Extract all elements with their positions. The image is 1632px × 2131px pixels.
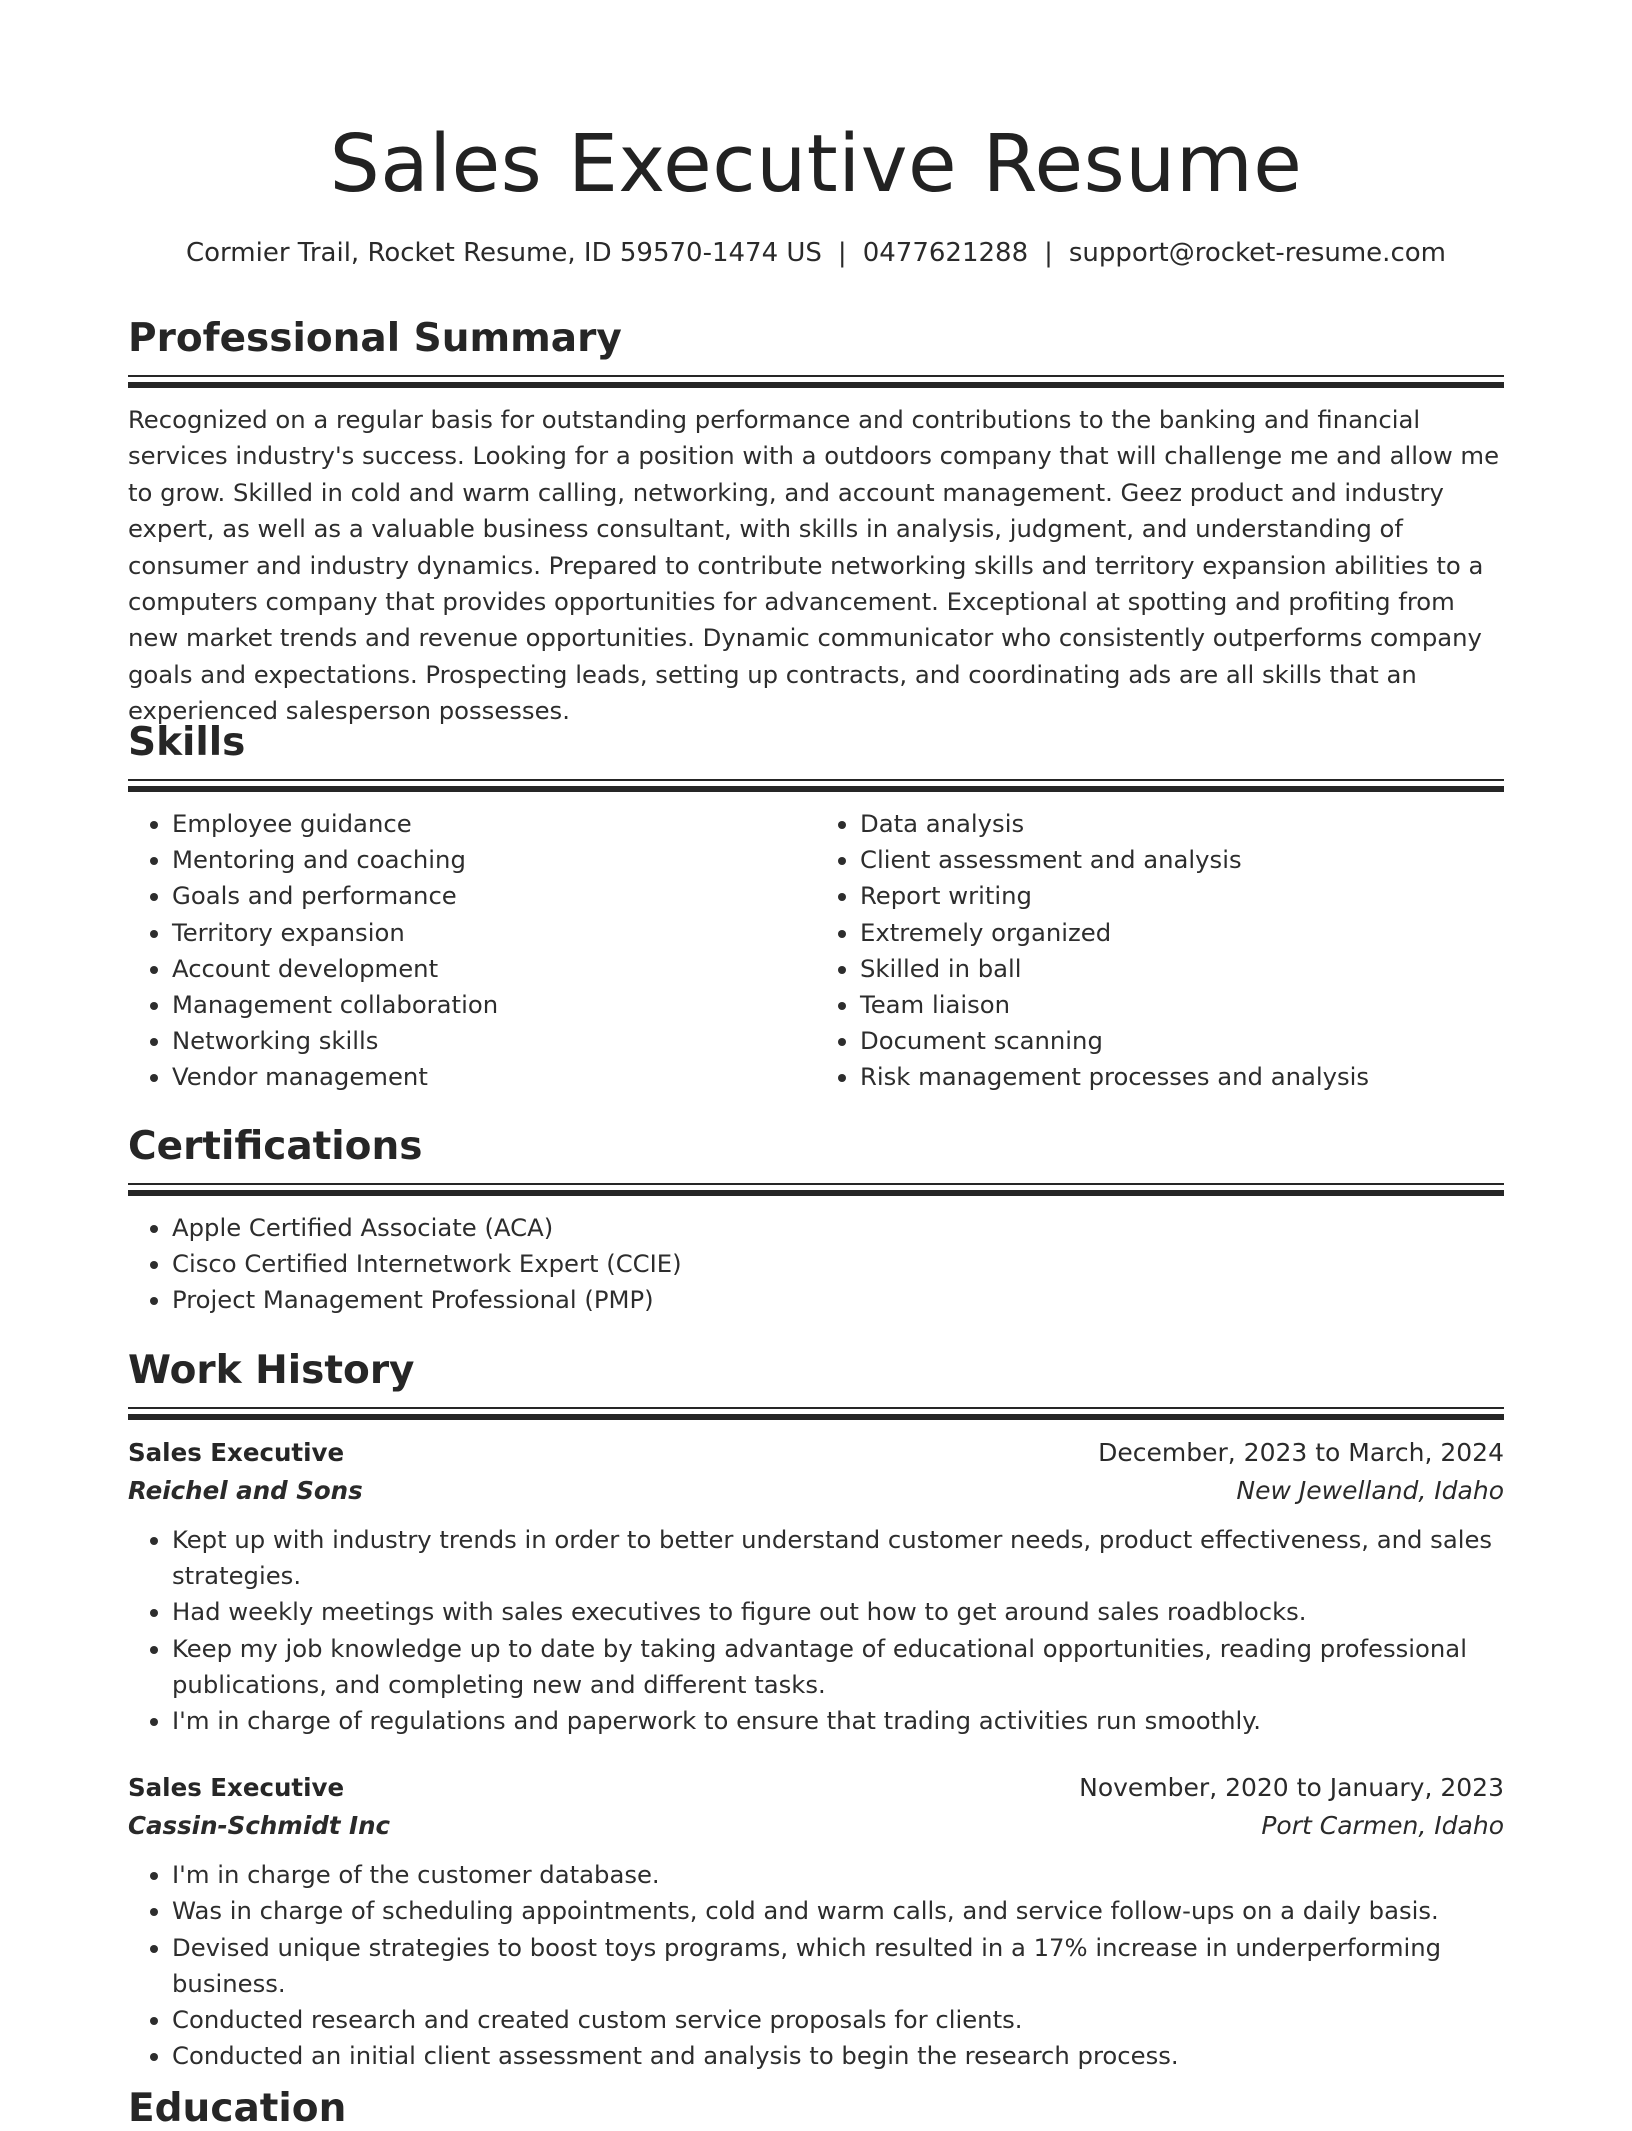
- job-company-row: [128, 1807, 1504, 1845]
- job-company-row: [128, 1472, 1504, 1510]
- contact-separator: |: [1044, 238, 1053, 268]
- work-history-section: [128, 1350, 1504, 2074]
- job-bullet: • Conducted an initial client assessment and analysis to begin the research process.: [172, 2038, 1504, 2074]
- skill-item: • Extremely organized: [860, 915, 1504, 951]
- job-bullet: • I'm in charge of the customer database.: [172, 1857, 1504, 1893]
- job-header-row: [128, 1434, 1504, 1472]
- section-heading-education: Education: [128, 2086, 347, 2131]
- section-divider: [128, 779, 1504, 781]
- job-title: Sales Executive: [128, 1773, 345, 1803]
- skills-columns: [128, 792, 1504, 1096]
- job-bullets: [128, 1522, 1504, 1739]
- skills-list-right: [816, 806, 1504, 1096]
- section-divider: [128, 375, 1504, 377]
- skill-item: • Networking skills: [172, 1023, 816, 1059]
- skill-item: • Team liaison: [860, 987, 1504, 1023]
- skill-item: • Mentoring and coaching: [172, 842, 816, 878]
- job-bullet: • Devised unique strategies to boost toys programs, which resulted in a 17% increase in underperforming business.: [172, 1930, 1504, 2002]
- education-section: [128, 2088, 1504, 2131]
- summary-section: [128, 318, 1504, 730]
- skill-item: • Report writing: [860, 878, 1504, 914]
- section-divider: [128, 1190, 1504, 1196]
- job-header-row: [128, 1769, 1504, 1807]
- contact-separator: |: [837, 238, 847, 268]
- job-bullet: • Was in charge of scheduling appointments, cold and warm calls, and service follow-ups on a daily basis.: [172, 1893, 1504, 1929]
- job-bullet: • Had weekly meetings with sales executives to figure out how to get around sales roadblocks.: [172, 1594, 1504, 1630]
- skills-list-left: [128, 806, 816, 1096]
- job-bullets: [128, 1857, 1504, 2074]
- resume-title: Sales Executive Resume: [329, 118, 1303, 210]
- section-divider: [128, 382, 1504, 388]
- skill-item: • Employee guidance: [172, 806, 816, 842]
- summary-text: Recognized on a regular basis for outstanding performance and contributions to the banking and financial services industry's success. Looking for a position with a outdoors company that will challenge me and allow me to grow. Skilled in cold and warm calling, networking, and account management. Geez product and industry expert, as well as a valuable business consultant, with skills in analysis, judgment, and understanding of consumer and industry dynamics. Prepared to contribute networking skills and territory expansion abilities to a computers company that provides opportunities for advancement. Exceptional at spotting and profiting from new market trends and revenue opportunities. Dynamic communicator who consistently outperforms company goals and expectations. Prospecting leads, setting up contracts, and coordinating ads are all skills that an experienced salesperson possesses.: [128, 404, 1500, 726]
- section-heading-summary: Professional Summary: [128, 316, 622, 361]
- section-divider: [128, 1414, 1504, 1420]
- skill-item: • Document scanning: [860, 1023, 1504, 1059]
- job-location: New Jewelland, Idaho: [1236, 1475, 1504, 1505]
- certifications-list: [128, 1210, 1504, 1319]
- skill-item: • Skilled in ball: [860, 951, 1504, 987]
- job-dates: December, 2023 to March, 2024: [1098, 1437, 1504, 1467]
- section-heading-skills: Skills: [128, 720, 246, 765]
- certification-item: • Project Management Professional (PMP): [172, 1282, 1504, 1318]
- section-divider: [128, 1407, 1504, 1409]
- job-bullet: • Kept up with industry trends in order to better understand customer needs, product effectiveness, and sales strategies.: [172, 1522, 1504, 1594]
- job-entry: [128, 1769, 1504, 2074]
- contact-line: [128, 238, 1504, 268]
- job-entry: [128, 1434, 1504, 1739]
- skill-item: • Goals and performance: [172, 878, 816, 914]
- job-dates: November, 2020 to January, 2023: [1079, 1773, 1504, 1803]
- skill-item: • Account development: [172, 951, 816, 987]
- skill-item: • Data analysis: [860, 806, 1504, 842]
- job-title: Sales Executive: [128, 1437, 345, 1467]
- section-heading-certifications: Certifications: [128, 1124, 423, 1169]
- skill-item: • Risk management processes and analysis: [860, 1059, 1504, 1095]
- skills-section: [128, 722, 1504, 1096]
- certification-item: • Cisco Certified Internetwork Expert (CCIE): [172, 1246, 1504, 1282]
- job-bullet: • Keep my job knowledge up to date by taking advantage of educational opportunities, reading professional publications, and completing new and different tasks.: [172, 1631, 1504, 1703]
- skill-item: • Management collaboration: [172, 987, 816, 1023]
- contact-email: support@rocket-resume.com: [1068, 238, 1446, 268]
- skill-item: • Territory expansion: [172, 915, 816, 951]
- job-bullet: • Conducted research and created custom service proposals for clients.: [172, 2002, 1504, 2038]
- job-company: Reichel and Sons: [128, 1475, 363, 1505]
- contact-phone: 0477621288: [862, 238, 1029, 268]
- contact-address: Cormier Trail, Rocket Resume, ID 59570-1474 US: [186, 238, 822, 268]
- skill-item: • Client assessment and analysis: [860, 842, 1504, 878]
- job-bullet: • I'm in charge of regulations and paperwork to ensure that trading activities run smoothly.: [172, 1703, 1504, 1739]
- job-location: Port Carmen, Idaho: [1261, 1811, 1504, 1841]
- section-heading-work-history: Work History: [128, 1348, 415, 1393]
- certifications-section: [128, 1126, 1504, 1319]
- section-divider: [128, 1183, 1504, 1185]
- job-company: Cassin-Schmidt Inc: [128, 1811, 391, 1841]
- certification-item: • Apple Certified Associate (ACA): [172, 1210, 1504, 1246]
- skill-item: • Vendor management: [172, 1059, 816, 1095]
